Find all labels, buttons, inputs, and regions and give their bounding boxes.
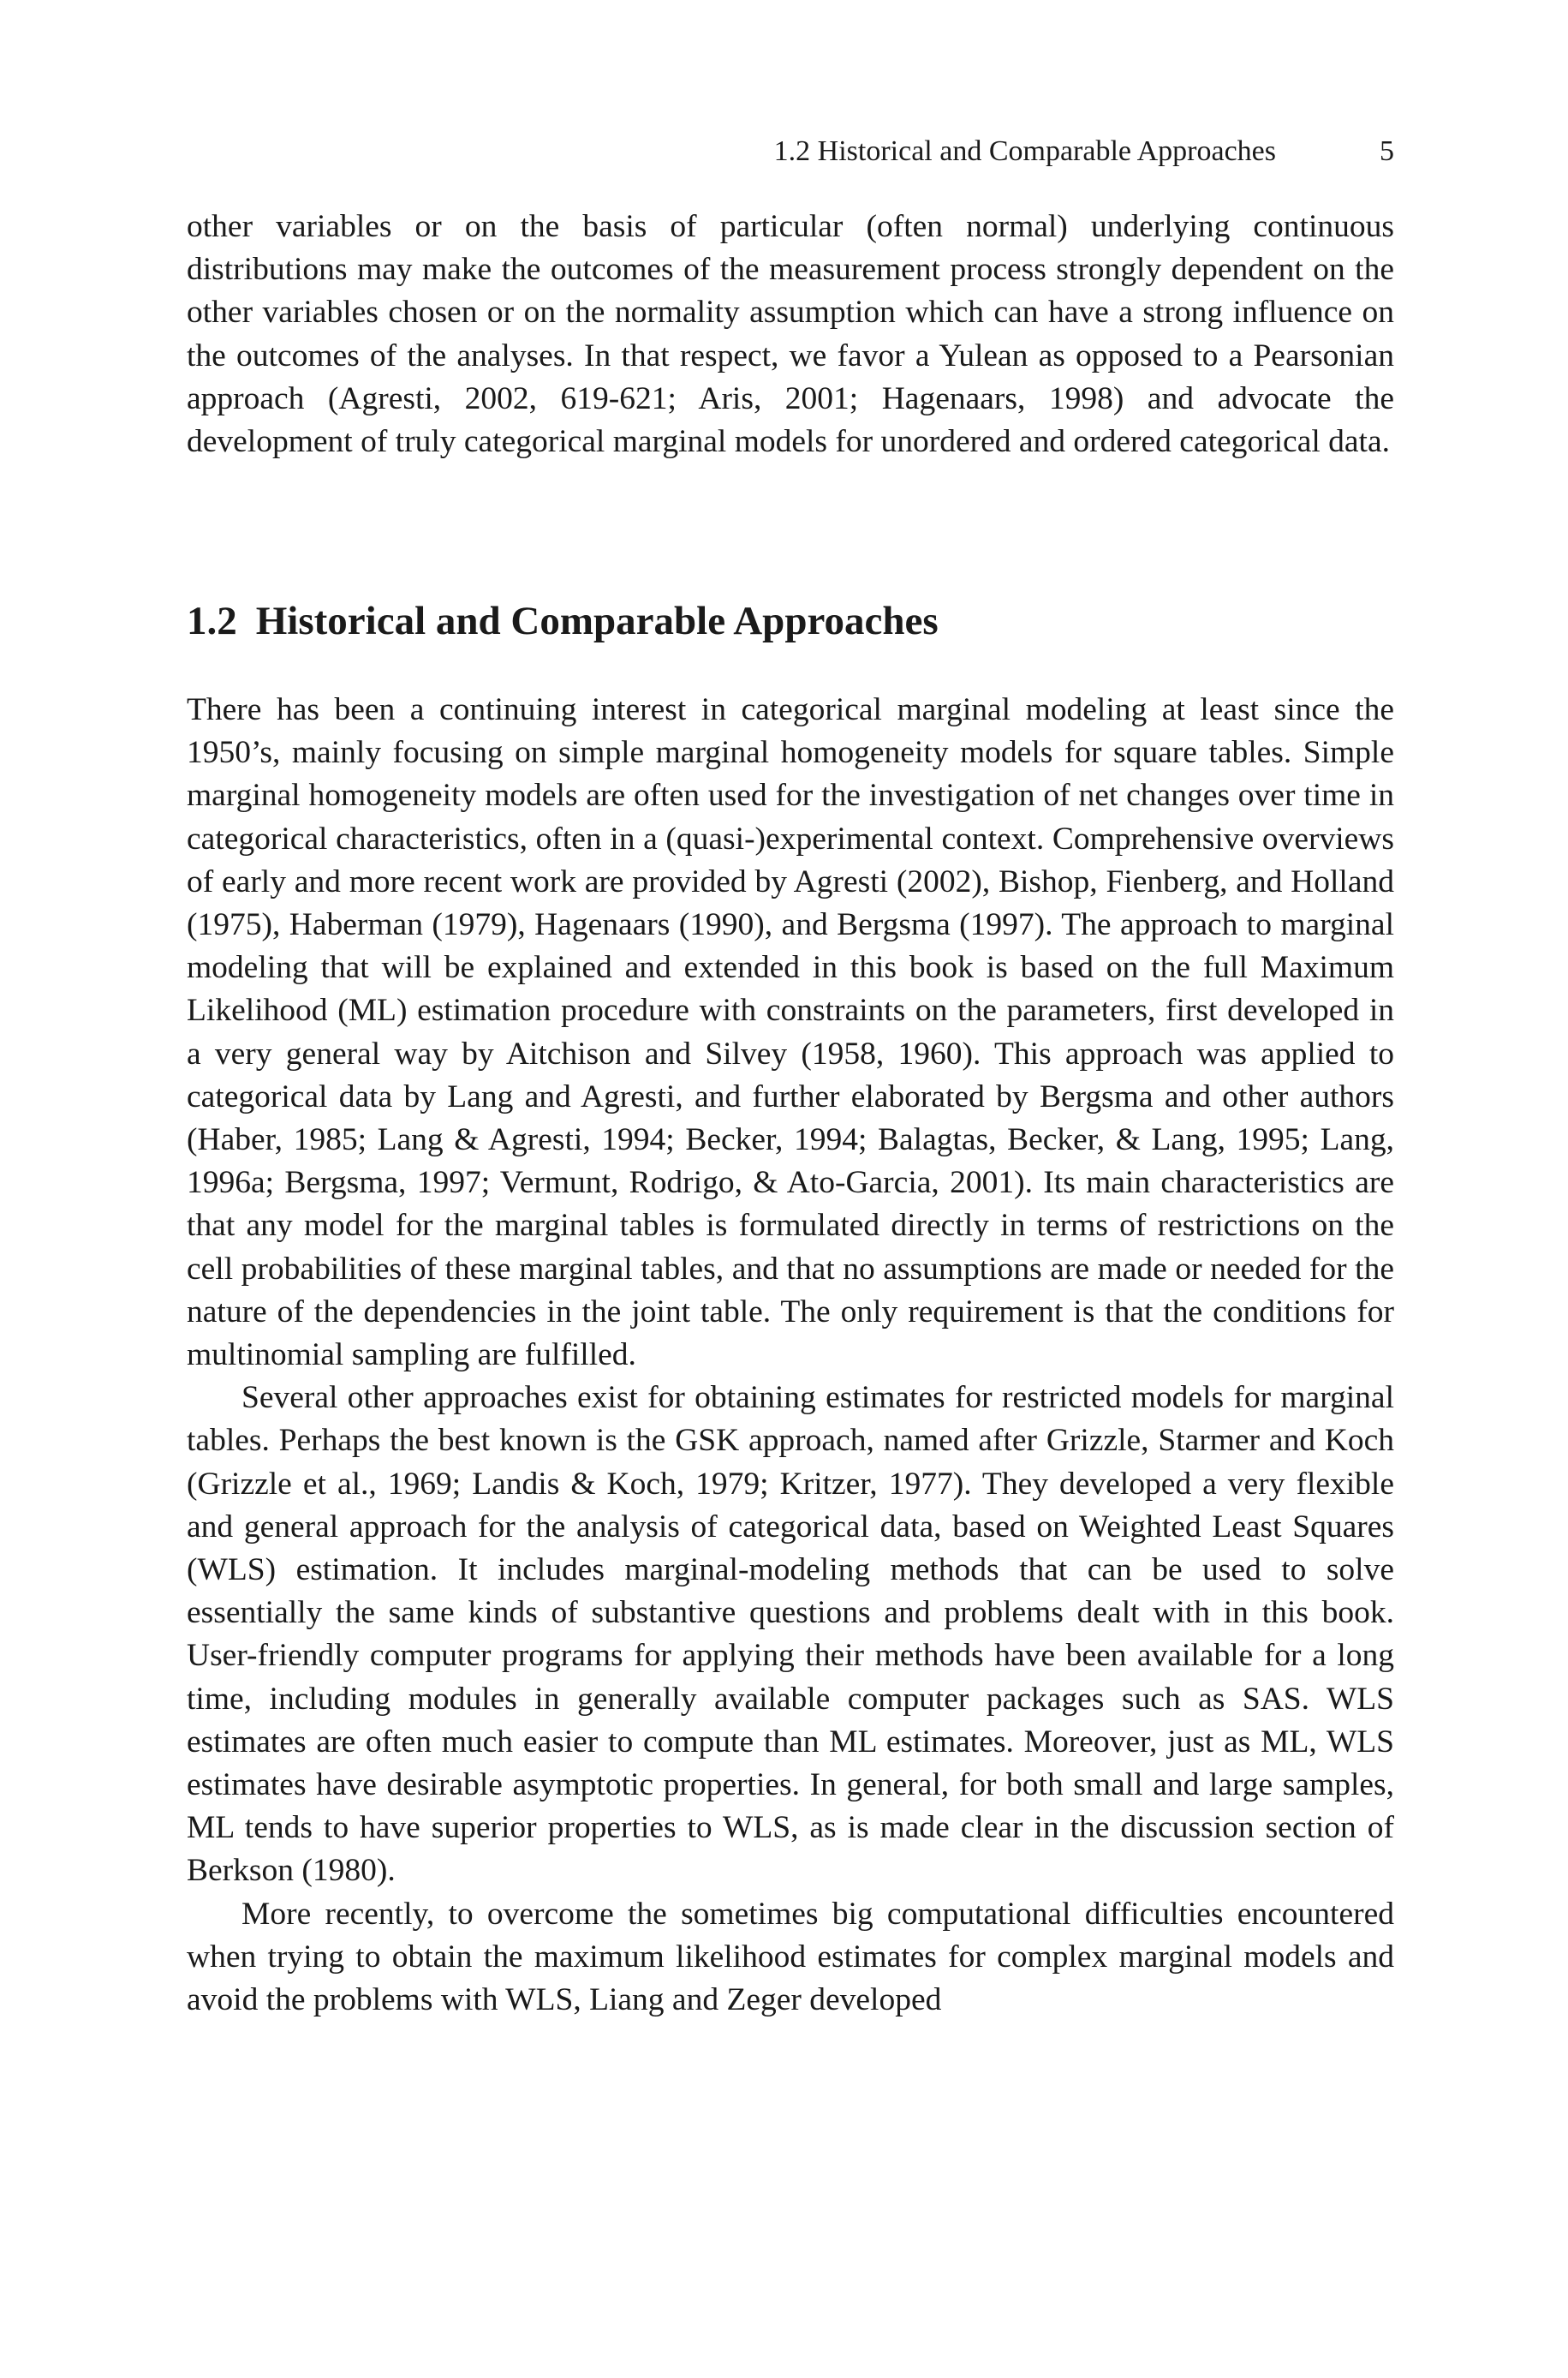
body-paragraph-1: There has been a continuing interest in categorical marginal modeling at least since the 1950’s, mainly focusing on simple marginal homogeneity models for square tables. Simple marginal homogeneity models are often used for the investigation of net changes over time in categorical characteristics, often in a (quasi-)experimental context. Comprehensive overviews of early and more recent work are provided by Agresti (2002), Bishop, Fienberg, and Holland (1975), Haberman (1979), Hagenaars (1990), and Bergsma (1997). The approach to marginal modeling that will be explained and extended in this book is based on the full Maximum Likelihood (ML) estimation procedure with constraints on the parameters, first developed in a very general way by Aitchison and Silvey (1958, 1960). This approach was applied to categorical data by Lang and Agresti, and further elaborated by Bergsma and other authors (Haber, 1985; Lang & Agresti, 1994; Becker, 1994; Balagtas, Becker, & Lang, 1995; Lang, 1996a; Bergsma, 1997; Vermunt, Rodrigo, & Ato-Garcia, 2001). Its main characteristics are that any model for the marginal tables is formulated directly in terms of restrictions on the cell probabilities of these marginal tables, and that no assumptions are made or needed for the nature of the dependencies in the joint table. The only requirement is that the conditions for multinomial sampling are fulfilled. <box>187 692 1394 1373</box>
running-head <box>187 130 1394 173</box>
intro-paragraph: other variables or on the basis of particular (often normal) underlying continuous distributions may make the outcomes of the measurement process strongly dependent on the other variables chosen or on the normality assumption which can have a strong influence on the outcomes of the analyses. In that respect, we favor a Yulean as opposed to a Pearsonian approach (Agresti, 2002, 619-621; Aris, 2001; Hagenaars, 1998) and advocate the development of truly categorical marginal models for unordered and ordered categorical data. <box>187 209 1394 460</box>
body-paragraph-2: Several other approaches exist for obtaining estimates for restricted models for marginal tables. Perhaps the best known is the GSK approach, named after Grizzle, Starmer and Koch (Grizzle et al., 1969; Landis & Koch, 1979; Kritzer, 1977). They developed a very flexible and general approach for the analysis of categorical data, based on Weighted Least Squares (WLS) estimation. It includes marginal-modeling methods that can be used to solve essentially the same kinds of substantive questions and problems dealt with in this book. User-friendly computer programs for applying their methods have been available for a long time, including modules in generally available computer packages such as SAS. WLS estimates are often much easier to compute than ML estimates. Moreover, just as ML, WLS estimates have desirable asymptotic properties. In general, for both small and large samples, ML tends to have superior properties to WLS, as is made clear in the discussion section of Berkson (1980). <box>187 1380 1394 1889</box>
running-title: 1.2 Historical and Comparable Approaches <box>773 135 1276 167</box>
section-body <box>187 689 1394 2022</box>
section-heading <box>187 591 1394 651</box>
section-number: 1.2 <box>187 599 237 643</box>
page-number: 5 <box>1380 135 1394 167</box>
intro-text-block <box>187 206 1394 463</box>
section-title: Historical and Comparable Approaches <box>255 599 939 643</box>
body-paragraph-3: More recently, to overcome the sometimes big computational difficulties encountered when trying to obtain the maximum likelihood estimates for complex marginal models and avoid the problems with WLS, Liang and Zeger developed <box>187 1896 1394 2018</box>
